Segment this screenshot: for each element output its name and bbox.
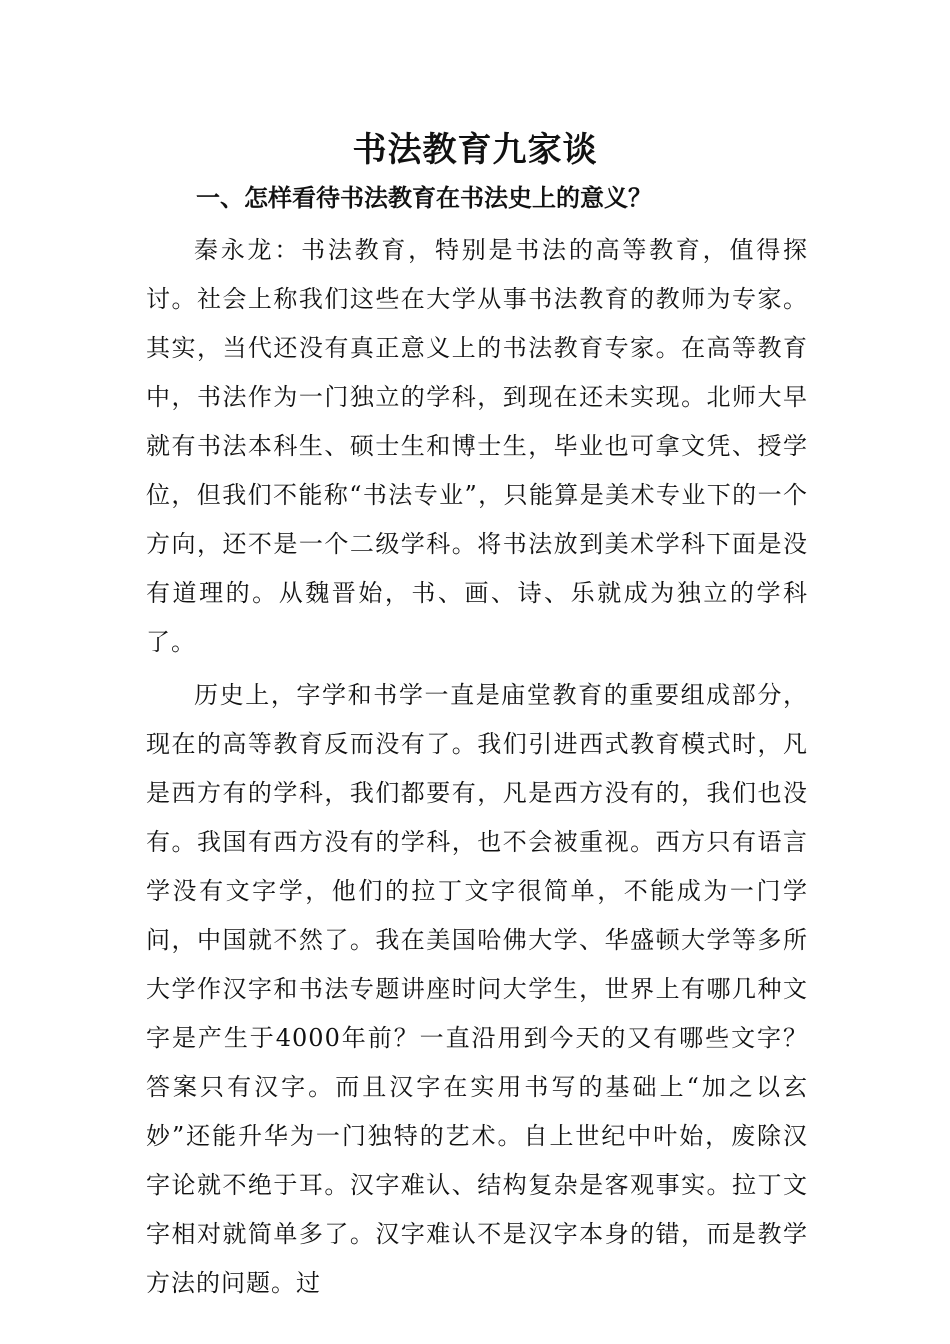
document-title: 书法教育九家谈 [352, 130, 598, 170]
paragraph: 历史上，字学和书学一直是庙堂教育的重要组成部分，现在的高等教育反而没有了。我们引进西式教育模式时，凡是西方有的学科，我们都要有，凡是西方没有的，我们也没有。我国有西方没有的学科，也不会被重视。西方只有语言学没有文字学，他们的拉丁文字很简单，不能成为一门学问，中国就不然了。我在美国哈佛大学、华盛顿大学等多所大学作汉字和书法专题讲座时问大学生，世界上有哪几种文字是产生于4000年前？一直沿用到今天的又有哪些文字？答案只有汉字。而且汉字在实用书写的基础上“加之以玄妙”还能升华为一门独特的艺术。自上世纪中叶始，废除汉字论就不绝于耳。汉字难认、结构复杂是客观事实。拉丁文字相对就简单多了。汉字难认不是汉字本身的错，而是教学方法的问题。过 [146, 681, 808, 1297]
section-heading: 一、怎样看待书法教育在书法史上的意义？ [196, 184, 652, 212]
document-body [146, 226, 808, 1312]
paragraph: 秦永龙：书法教育，特别是书法的高等教育，值得探讨。社会上称我们这些在大学从事书法教育的教师为专家。其实，当代还没有真正意义上的书法教育专家。在高等教育中，书法作为一门独立的学科，到现在还未实现。北师大早就有书法本科生、硕士生和博士生，毕业也可拿文凭、授学位，但我们不能称“书法专业”，只能算是美术专业下的一个方向，还不是一个二级学科。将书法放到美术学科下面是没有道理的。从魏晋始，书、画、诗、乐就成为独立的学科了。 [146, 236, 808, 656]
